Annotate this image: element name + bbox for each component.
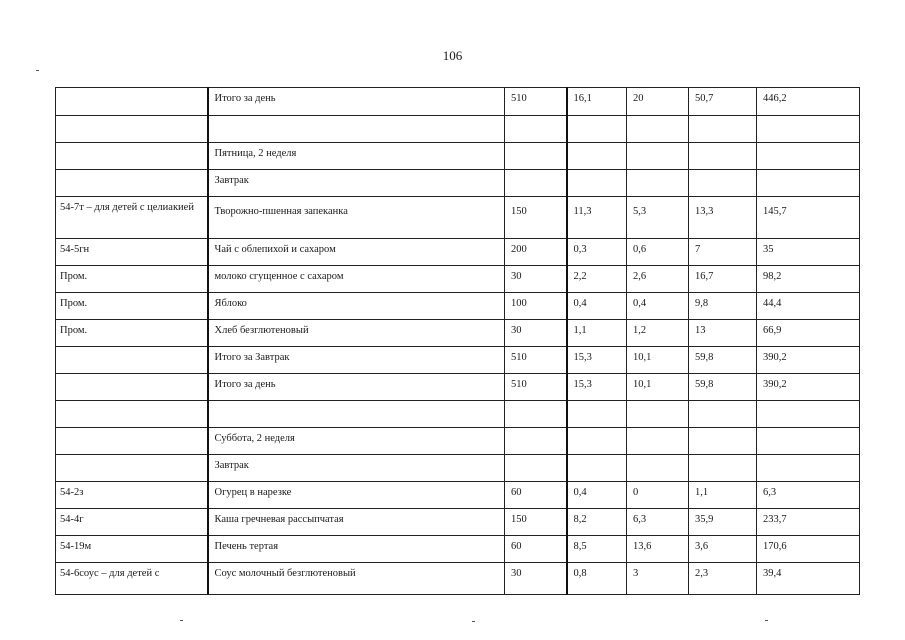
recipe-code-cell — [56, 401, 208, 428]
weight-cell: 200 — [505, 239, 567, 266]
fat-cell: 2,6 — [627, 266, 689, 293]
table-row — [56, 509, 860, 536]
protein-cell: 8,2 — [567, 509, 627, 536]
protein-cell: 1,1 — [567, 320, 627, 347]
weight-cell — [505, 143, 567, 170]
energy-cell: 390,2 — [757, 374, 860, 401]
energy-cell: 390,2 — [757, 347, 860, 374]
recipe-code-cell: 54-4г — [56, 509, 208, 536]
table-row — [56, 347, 860, 374]
carbs-cell: 50,7 — [689, 88, 757, 116]
dish-name-cell: Завтрак — [208, 455, 505, 482]
recipe-code-cell — [56, 374, 208, 401]
energy-cell: 6,3 — [757, 482, 860, 509]
carbs-cell: 9,8 — [689, 293, 757, 320]
recipe-code-cell: 54-2з — [56, 482, 208, 509]
energy-cell — [757, 143, 860, 170]
energy-cell: 66,9 — [757, 320, 860, 347]
weight-cell: 30 — [505, 563, 567, 595]
carbs-cell: 2,3 — [689, 563, 757, 595]
carbs-cell: 16,7 — [689, 266, 757, 293]
protein-cell: 0,3 — [567, 239, 627, 266]
fat-cell: 20 — [627, 88, 689, 116]
protein-cell: 8,5 — [567, 536, 627, 563]
recipe-code-cell: 54-6соус – для детей с — [56, 563, 208, 595]
fat-cell — [627, 143, 689, 170]
table-row — [56, 197, 860, 239]
recipe-code-cell — [56, 88, 208, 116]
energy-cell: 446,2 — [757, 88, 860, 116]
carbs-cell — [689, 143, 757, 170]
weight-cell: 150 — [505, 509, 567, 536]
carbs-cell: 59,8 — [689, 347, 757, 374]
protein-cell: 15,3 — [567, 374, 627, 401]
weight-cell — [505, 401, 567, 428]
carbs-cell: 59,8 — [689, 374, 757, 401]
protein-cell — [567, 143, 627, 170]
dish-name-cell: Яблоко — [208, 293, 505, 320]
dish-name-cell — [208, 401, 505, 428]
table-row — [56, 239, 860, 266]
fat-cell: 1,2 — [627, 320, 689, 347]
recipe-code-cell: Пром. — [56, 266, 208, 293]
recipe-code-cell — [56, 428, 208, 455]
recipe-code-cell — [56, 116, 208, 143]
table-row — [56, 320, 860, 347]
fat-cell: 3 — [627, 563, 689, 595]
protein-cell — [567, 116, 627, 143]
dish-name-cell: Итого за Завтрак — [208, 347, 505, 374]
menu-table-body — [56, 88, 860, 595]
dish-name-cell: Итого за день — [208, 374, 505, 401]
energy-cell: 39,4 — [757, 563, 860, 595]
table-row — [56, 266, 860, 293]
dish-name-cell: Суббота, 2 неделя — [208, 428, 505, 455]
carbs-cell: 13 — [689, 320, 757, 347]
dish-name-cell: Огурец в нарезке — [208, 482, 505, 509]
weight-cell — [505, 170, 567, 197]
carbs-cell — [689, 170, 757, 197]
protein-cell: 0,4 — [567, 293, 627, 320]
dish-name-cell: Завтрак — [208, 170, 505, 197]
menu-table — [55, 87, 860, 595]
energy-cell: 44,4 — [757, 293, 860, 320]
dish-name-cell: Творожно-пшенная запеканка — [208, 197, 505, 239]
recipe-code-cell: 54-19м — [56, 536, 208, 563]
weight-cell — [505, 116, 567, 143]
carbs-cell: 1,1 — [689, 482, 757, 509]
energy-cell — [757, 116, 860, 143]
recipe-code-cell: 54-5гн — [56, 239, 208, 266]
dish-name-cell: Хлеб безглютеновый — [208, 320, 505, 347]
table-row — [56, 536, 860, 563]
energy-cell — [757, 428, 860, 455]
weight-cell: 150 — [505, 197, 567, 239]
fat-cell: 0,4 — [627, 293, 689, 320]
protein-cell: 0,4 — [567, 482, 627, 509]
energy-cell: 170,6 — [757, 536, 860, 563]
energy-cell: 233,7 — [757, 509, 860, 536]
fat-cell: 10,1 — [627, 347, 689, 374]
weight-cell: 60 — [505, 536, 567, 563]
dish-name-cell — [208, 116, 505, 143]
recipe-code-cell: 54-7т – для детей с целиакией — [56, 197, 208, 239]
fat-cell — [627, 116, 689, 143]
table-row — [56, 455, 860, 482]
fat-cell: 5,3 — [627, 197, 689, 239]
fat-cell — [627, 455, 689, 482]
weight-cell: 510 — [505, 374, 567, 401]
fat-cell: 13,6 — [627, 536, 689, 563]
dish-name-cell: Чай с облепихой и сахаром — [208, 239, 505, 266]
table-row — [56, 428, 860, 455]
dish-name-cell: молоко сгущенное с сахаром — [208, 266, 505, 293]
scan-speck — [36, 70, 39, 71]
carbs-cell: 35,9 — [689, 509, 757, 536]
weight-cell: 510 — [505, 347, 567, 374]
dish-name-cell: Пятница, 2 неделя — [208, 143, 505, 170]
fat-cell — [627, 170, 689, 197]
weight-cell — [505, 428, 567, 455]
carbs-cell: 7 — [689, 239, 757, 266]
table-row — [56, 116, 860, 143]
protein-cell: 0,8 — [567, 563, 627, 595]
weight-cell: 510 — [505, 88, 567, 116]
page-number: 106 — [442, 48, 463, 63]
carbs-cell — [689, 116, 757, 143]
protein-cell — [567, 455, 627, 482]
recipe-code-cell: Пром. — [56, 320, 208, 347]
fat-cell — [627, 401, 689, 428]
energy-cell: 35 — [757, 239, 860, 266]
protein-cell — [567, 428, 627, 455]
recipe-code-cell: Пром. — [56, 293, 208, 320]
recipe-code-cell — [56, 143, 208, 170]
energy-cell — [757, 170, 860, 197]
dish-name-cell: Печень тертая — [208, 536, 505, 563]
dish-name-cell: Каша гречневая рассыпчатая — [208, 509, 505, 536]
fat-cell: 6,3 — [627, 509, 689, 536]
protein-cell: 15,3 — [567, 347, 627, 374]
energy-cell: 98,2 — [757, 266, 860, 293]
recipe-code-cell — [56, 455, 208, 482]
table-row — [56, 170, 860, 197]
carbs-cell — [689, 428, 757, 455]
dish-name-cell: Итого за день — [208, 88, 505, 116]
weight-cell: 60 — [505, 482, 567, 509]
carbs-cell: 13,3 — [689, 197, 757, 239]
table-row — [56, 374, 860, 401]
scan-speck — [765, 620, 768, 621]
protein-cell: 11,3 — [567, 197, 627, 239]
carbs-cell — [689, 455, 757, 482]
energy-cell — [757, 455, 860, 482]
fat-cell: 0 — [627, 482, 689, 509]
table-row — [56, 143, 860, 170]
protein-cell: 2,2 — [567, 266, 627, 293]
scan-speck — [180, 620, 183, 621]
table-row — [56, 563, 860, 595]
recipe-code-cell — [56, 347, 208, 374]
table-row — [56, 401, 860, 428]
table-row — [56, 482, 860, 509]
carbs-cell: 3,6 — [689, 536, 757, 563]
recipe-code-cell — [56, 170, 208, 197]
weight-cell — [505, 455, 567, 482]
protein-cell: 16,1 — [567, 88, 627, 116]
energy-cell: 145,7 — [757, 197, 860, 239]
energy-cell — [757, 401, 860, 428]
fat-cell — [627, 428, 689, 455]
protein-cell — [567, 401, 627, 428]
table-row — [56, 88, 860, 116]
dish-name-cell: Соус молочный безглютеновый — [208, 563, 505, 595]
carbs-cell — [689, 401, 757, 428]
fat-cell: 0,6 — [627, 239, 689, 266]
weight-cell: 30 — [505, 320, 567, 347]
weight-cell: 30 — [505, 266, 567, 293]
protein-cell — [567, 170, 627, 197]
fat-cell: 10,1 — [627, 374, 689, 401]
weight-cell: 100 — [505, 293, 567, 320]
table-row — [56, 293, 860, 320]
scan-speck — [472, 621, 475, 622]
